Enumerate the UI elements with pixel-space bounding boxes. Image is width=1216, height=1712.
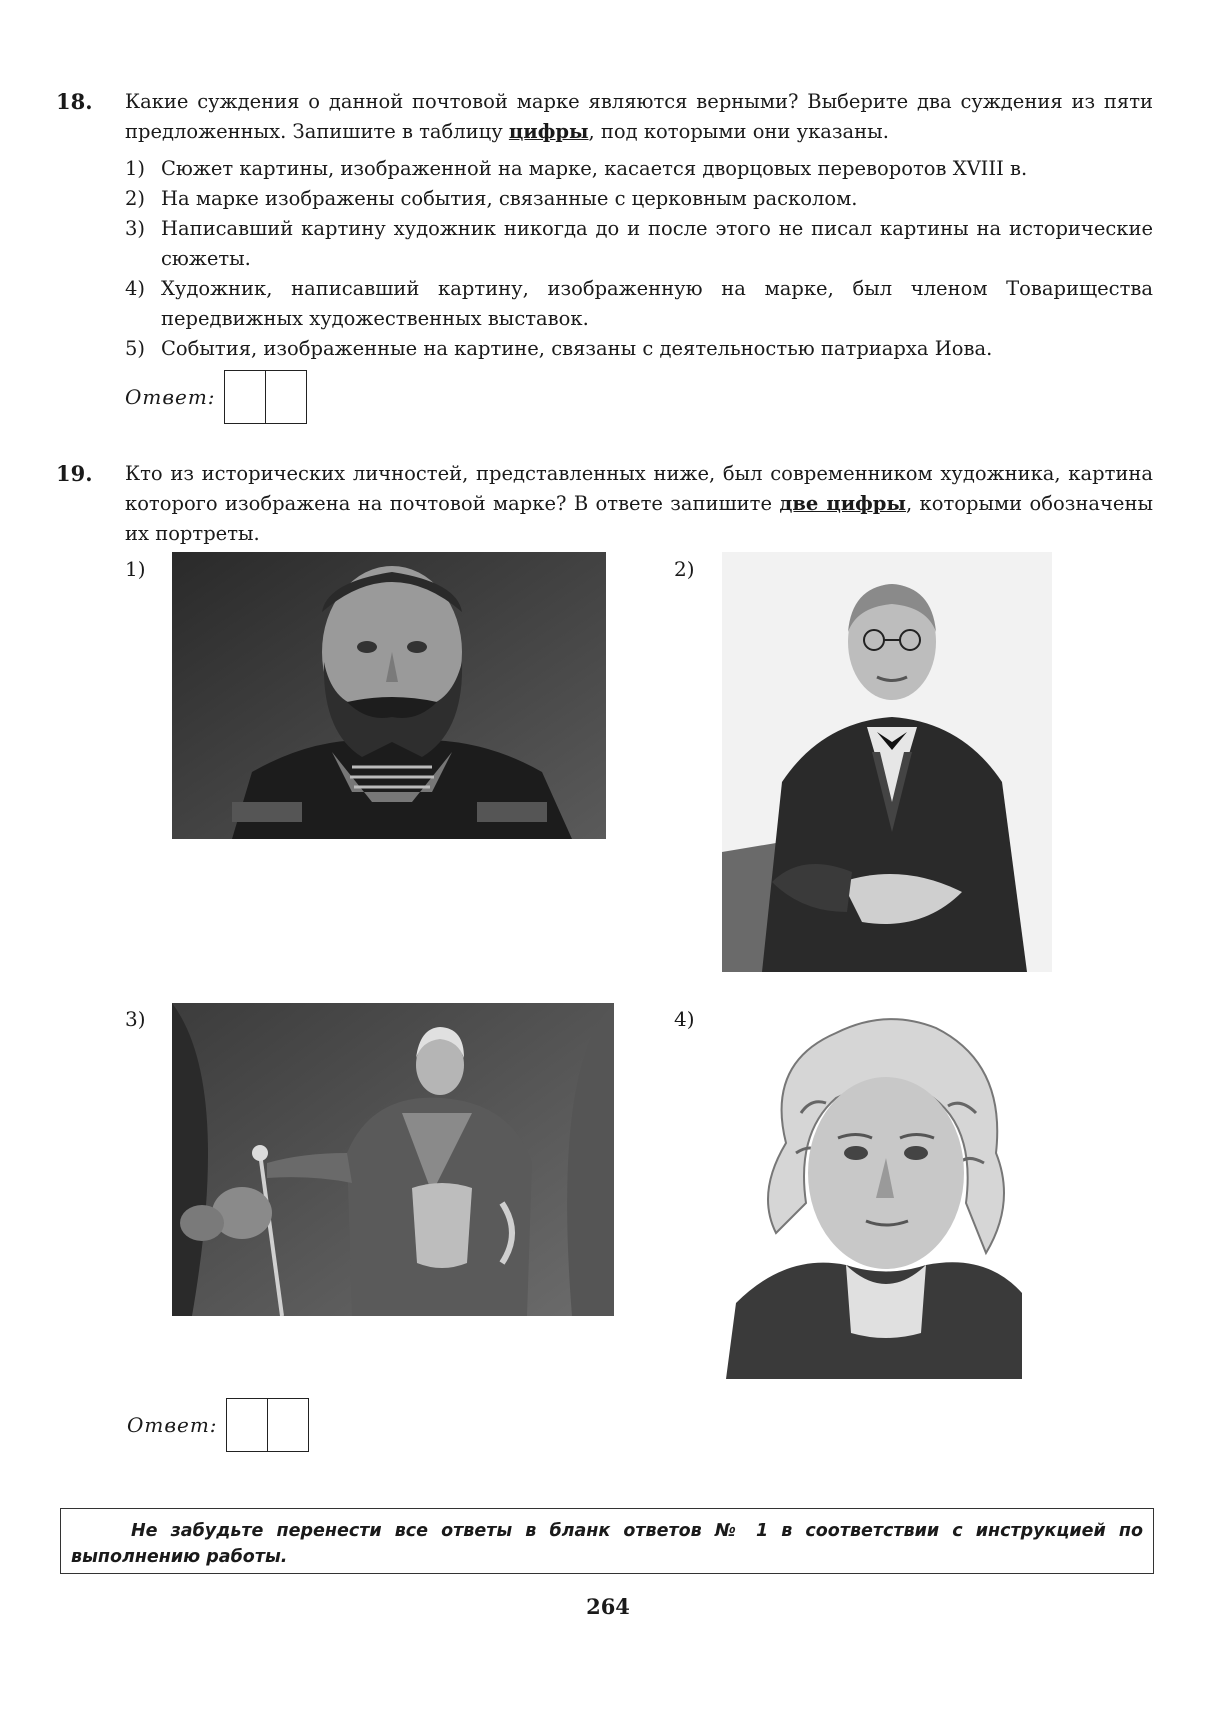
answer-boxes [226,1398,309,1452]
answer-label: Ответ: [125,385,216,409]
question-18-number: 18. [56,89,93,114]
question-18-answer [125,370,307,424]
answer-cell-2[interactable] [267,1399,308,1451]
option-2: 2) На марке изображены события, связанные с церковным расколом. [125,187,858,210]
portrait-3-image [172,1003,614,1316]
portrait-2-label: 2) [674,557,695,581]
transfer-answers-notice: Не забудьте перенести все ответы в бланк ответов № 1 в соответствии с инструкцией по выполнению работы. [60,1508,1154,1574]
question-18-options [125,154,1153,364]
page-number: 264 [586,1594,630,1619]
portrait-4-label: 4) [674,1007,695,1031]
question-19-number: 19. [56,461,93,486]
portrait-2-image [722,552,1052,972]
portrait-4-image [726,1003,1022,1379]
portrait-1-label: 1) [125,557,146,581]
emphasis-two-digits: две цифры [779,492,906,515]
answer-cell-1[interactable] [225,371,265,423]
question-19-answer [127,1398,309,1452]
option-1: 1) Сюжет картины, изображенной на марке, касается дворцовых переворотов XVIII в. [125,157,1028,180]
emphasis-digits: цифры [508,120,589,143]
question-18-prompt: Какие суждения о данной почтовой марке являются верными? Выберите два суждения из пяти предложенных. Запишите в таблицу цифры, под которыми они указаны. [125,90,1153,143]
answer-label: Ответ: [127,1413,218,1437]
option-5: 5) События, изображенные на картине, связаны с деятельностью патриарха Иова. [125,337,993,360]
question-19-prompt: Кто из исторических личностей, представленных ниже, был современником художника, картина которого изображена на почтовой марке? В ответе запишите две цифры, которыми обозначены их портреты. [125,462,1153,545]
option-4: 4) Художник, написавший картину, изображенную на марке, был членом Товарищества передвижных художественных выставок. [125,277,1153,330]
answer-cell-1[interactable] [227,1399,267,1451]
option-3: 3) Написавший картину художник никогда до и после этого не писал картины на исторические сюжеты. [125,217,1153,270]
answer-boxes [224,370,307,424]
answer-cell-2[interactable] [265,371,306,423]
portrait-3-label: 3) [125,1007,146,1031]
portrait-1-image [172,552,606,839]
